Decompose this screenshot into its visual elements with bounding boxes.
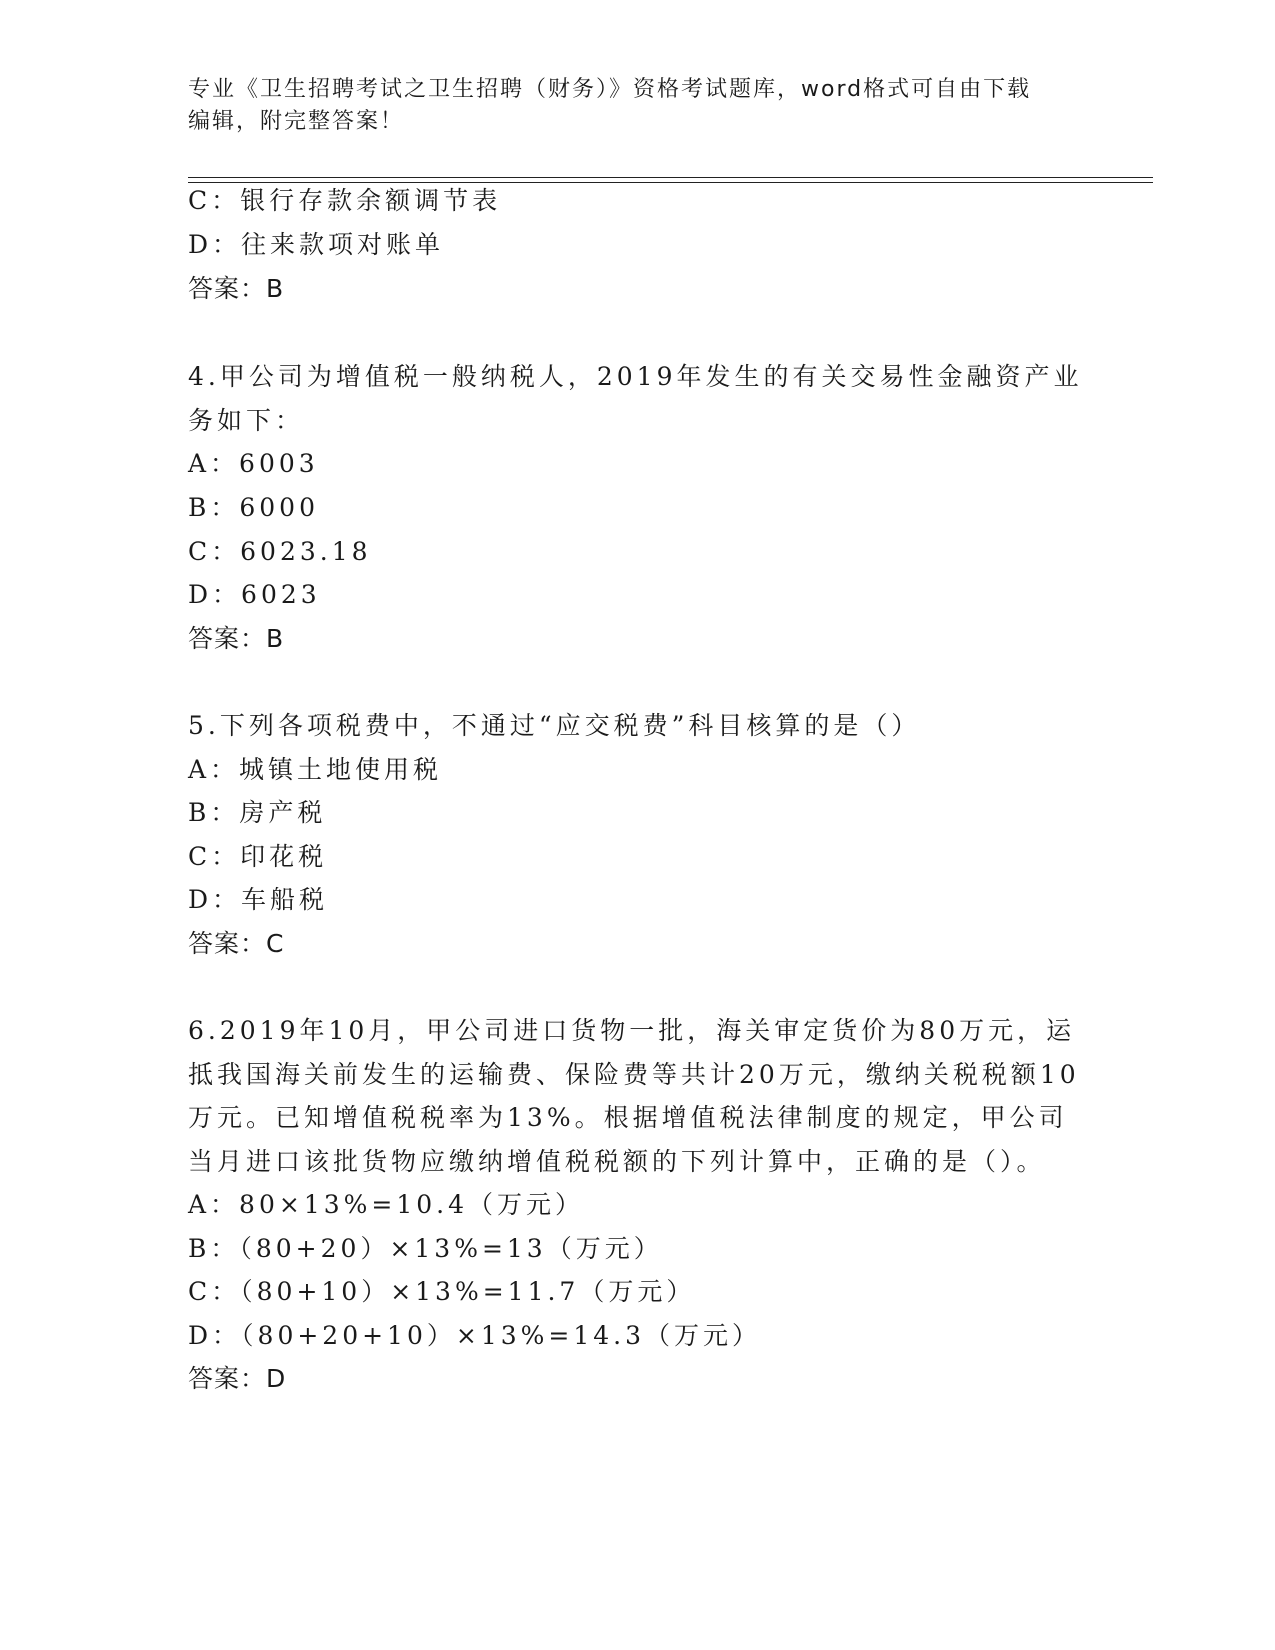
q6-stem-line-3: 万元。已知增值税税率为13%。根据增值税法律制度的规定，甲公司 (188, 1103, 1068, 1132)
q5-answer: 答案：C (188, 929, 285, 958)
q5-option-a: A：城镇土地使用税 (188, 755, 443, 784)
q6-option-c: C：（80+10）×13%=11.7（万元） (188, 1277, 696, 1306)
q5-option-b: B：房产税 (188, 798, 327, 827)
q4-option-c: C：6023.18 (188, 537, 372, 566)
header-divider-bottom (188, 182, 1153, 183)
q4-stem-line-2: 务如下： (188, 406, 305, 435)
q6-option-d: D：（80+20+10）×13%=14.3（万元） (188, 1321, 761, 1350)
header-line-2: 编辑，附完整答案！ (188, 109, 405, 134)
q5-option-d: D：车船税 (188, 885, 329, 914)
q4-option-a: A：6003 (188, 449, 319, 478)
q6-stem-line-4: 当月进口该批货物应缴纳增值税税额的下列计算中，正确的是（）。 (188, 1147, 1046, 1176)
header-divider-top (188, 177, 1153, 178)
q6-answer: 答案：D (188, 1364, 287, 1393)
header-line-1: 专业《卫生招聘考试之卫生招聘（财务）》资格考试题库，word格式可自由下载 (188, 77, 1032, 102)
q6-stem-line-1: 6.2019年10月，甲公司进口货物一批，海关审定货价为80万元，运 (188, 1016, 1076, 1045)
q4-stem-line-1: 4.甲公司为增值税一般纳税人，2019年发生的有关交易性金融资产业 (188, 362, 1083, 391)
q5-option-c: C：印花税 (188, 842, 328, 871)
q6-option-b: B：（80+20）×13%=13（万元） (188, 1234, 663, 1263)
q3-option-c: C：银行存款余额调节表 (188, 186, 502, 215)
q4-answer: 答案：B (188, 624, 285, 653)
document-header (188, 74, 1088, 138)
q4-option-b: B：6000 (188, 493, 319, 522)
q3-option-d: D：往来款项对账单 (188, 230, 445, 259)
q6-option-a: A：80×13%=10.4（万元） (188, 1190, 584, 1219)
q3-answer: 答案：B (188, 274, 285, 303)
q5-stem-line-1: 5.下列各项税费中，不通过“应交税费”科目核算的是（） (188, 711, 921, 740)
q6-stem-line-2: 抵我国海关前发生的运输费、保险费等共计20万元，缴纳关税税额10 (188, 1060, 1080, 1089)
q4-option-d: D：6023 (188, 580, 321, 609)
